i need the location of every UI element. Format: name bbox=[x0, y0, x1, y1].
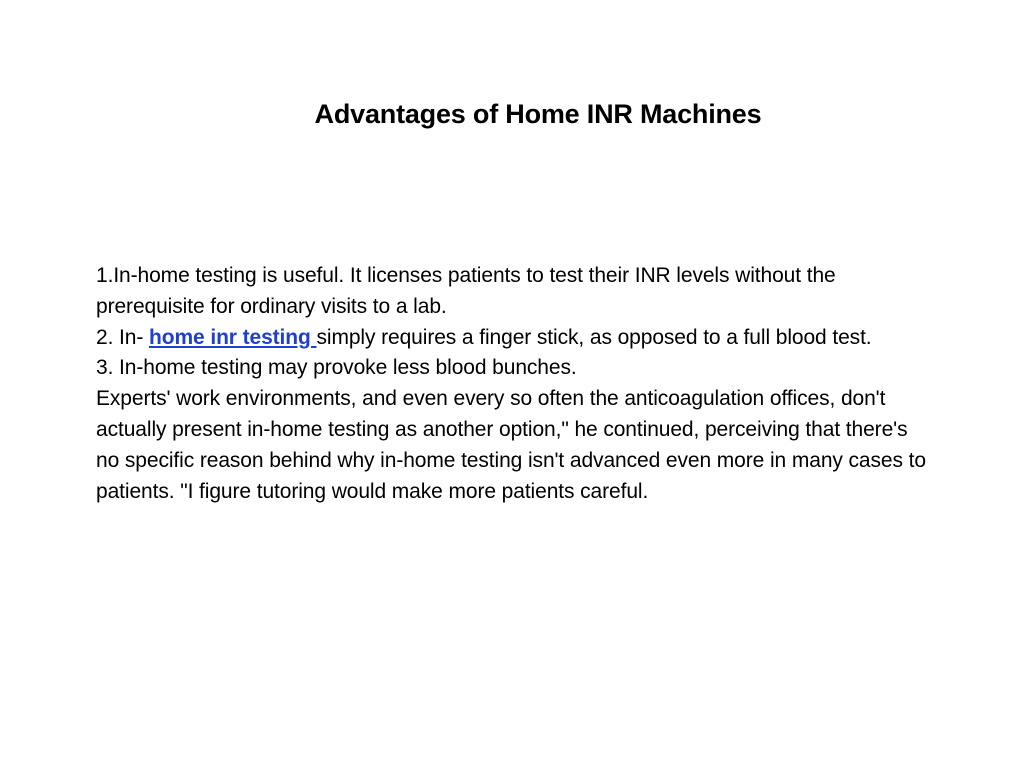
paragraph-1: 1.In-home testing is useful. It licenses patients to test their INR levels without the prerequisite for ordinary visits to a lab. bbox=[96, 264, 836, 318]
home-inr-testing-link[interactable]: home inr testing bbox=[149, 325, 317, 349]
paragraph-3: 3. In-home testing may provoke less blood bunches. bbox=[96, 356, 577, 380]
slide-body bbox=[96, 261, 926, 507]
paragraph-4: Experts' work environments, and even every so often the anticoagulation offices, don't actually present in-home testing as another option," he continued, perceiving that there's no specific reason behind why in-home testing isn't advanced even more in many cases to patients. "I figure tutoring would make more patients careful. bbox=[96, 387, 926, 503]
slide-title: Advantages of Home INR Machines bbox=[314, 99, 762, 129]
paragraph-2-prefix: 2. In- bbox=[96, 325, 149, 349]
paragraph-2 bbox=[96, 323, 926, 354]
paragraph-2-suffix: simply requires a finger stick, as opposed to a full blood test. bbox=[316, 325, 872, 349]
